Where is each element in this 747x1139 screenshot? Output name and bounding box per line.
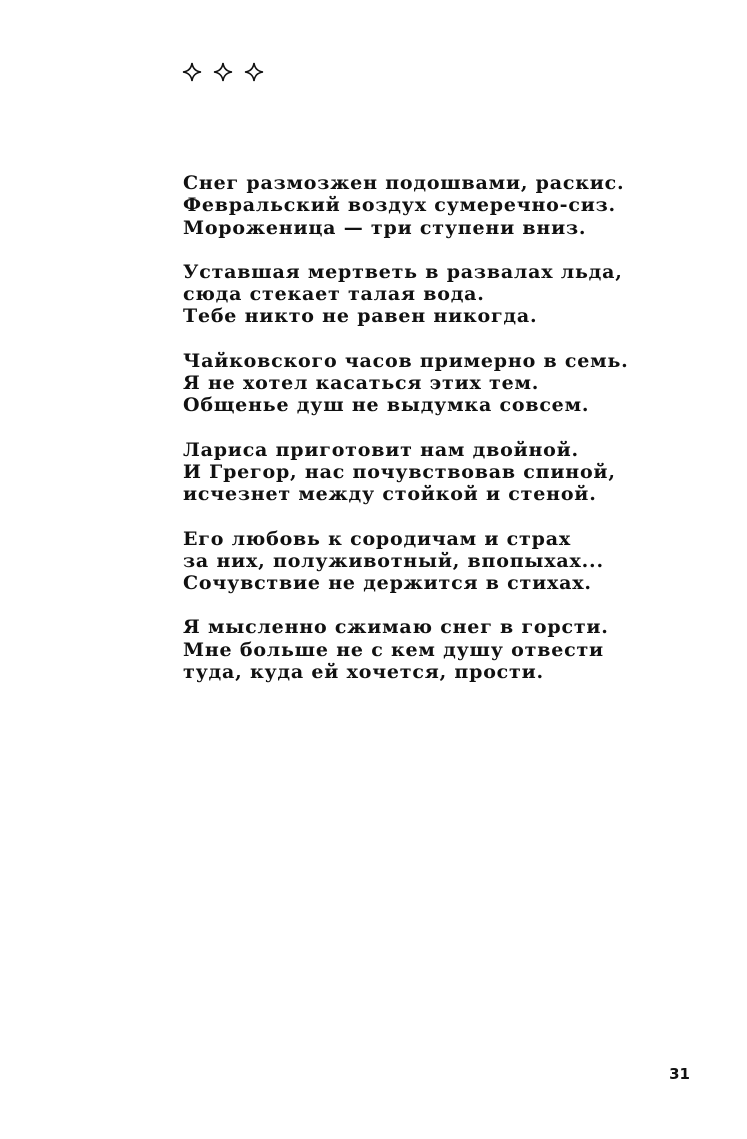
four-point-star-icon [213, 62, 233, 82]
poem-line: Его любовь к сородичам и страх [183, 527, 571, 550]
poem-line: Сочувствие не держится в стихах. [183, 572, 592, 595]
poem-line: Снег размозжен подошвами, раскис. [183, 172, 625, 194]
stanza [183, 616, 683, 683]
page-number: 31 [669, 1065, 690, 1083]
poem-body [183, 172, 683, 705]
section-ornament [182, 62, 264, 82]
poem-line: сюда стекает талая вода. [183, 283, 485, 306]
stanza [183, 350, 683, 417]
poem-line: Я не хотел касаться этих тем. [183, 372, 540, 395]
poem-line: исчезнет между стойкой и стеной. [183, 483, 597, 506]
poem-line: Тебе никто не равен никогда. [183, 305, 538, 328]
four-point-star-icon [182, 62, 202, 82]
stanza [183, 261, 683, 328]
poem-line: Я мысленно сжимаю снег в горсти. [183, 616, 609, 639]
stanza [183, 528, 683, 595]
poem-line: Уставшая мертветь в развалах льда, [183, 260, 623, 283]
poem-line: Лариса приготовит нам двойной. [183, 438, 579, 461]
poem-line: Чайковского часов примерно в семь. [183, 349, 629, 372]
stanza [183, 172, 683, 239]
poem-line: туда, куда ей хочется, прости. [183, 661, 544, 684]
poem-line: Общенье душ не выдумка совсем. [183, 394, 590, 417]
poem-line: И Грегор, нас почувствовав спиной, [183, 460, 616, 483]
poem-line: Февральский воздух сумеречно-сиз. [183, 194, 616, 217]
poem-line: Мне больше не с кем душу отвести [183, 638, 604, 661]
poem-line: Мороженица — три ступени вниз. [183, 216, 587, 239]
stanza [183, 439, 683, 506]
poem-line: за них, полуживотный, впопыхах... [183, 549, 604, 572]
four-point-star-icon [244, 62, 264, 82]
